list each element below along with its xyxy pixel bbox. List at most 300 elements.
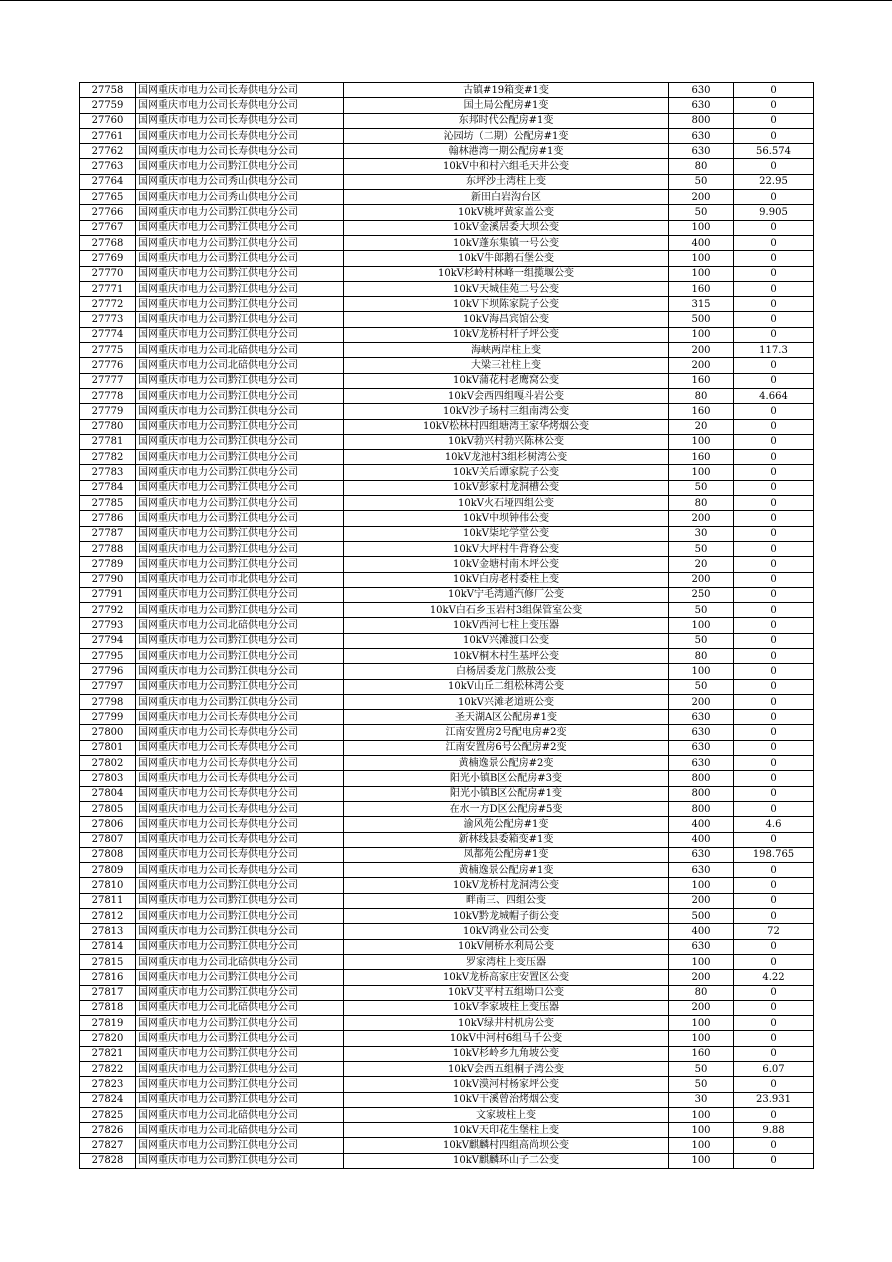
capacity-cell: 100	[669, 251, 734, 266]
value-cell: 0	[734, 1107, 814, 1122]
value-cell: 0	[734, 1138, 814, 1153]
company-cell: 国网重庆市电力公司黔江供电分公司	[136, 266, 344, 281]
transformer-name-cell: 10kV蓬东集镇一号公变	[344, 235, 669, 250]
capacity-cell: 500	[669, 312, 734, 327]
capacity-cell: 80	[669, 388, 734, 403]
value-cell: 0	[734, 710, 814, 725]
row-id-cell: 27811	[80, 893, 136, 908]
row-id-cell: 27813	[80, 924, 136, 939]
row-id-cell: 27803	[80, 771, 136, 786]
transformer-name-cell: 白杨居委龙门熬敖公变	[344, 664, 669, 679]
transformer-name-cell: 10kV闸桥水利局公变	[344, 939, 669, 954]
row-id-cell: 27791	[80, 587, 136, 602]
transformer-name-cell: 10kV杉岭乡九角坡公变	[344, 1046, 669, 1061]
value-cell: 4.664	[734, 388, 814, 403]
transformer-name-cell: 阳光小镇B区公配房#1变	[344, 786, 669, 801]
row-id-cell: 27822	[80, 1062, 136, 1077]
table-row	[80, 205, 814, 220]
row-id-cell: 27801	[80, 740, 136, 755]
company-cell: 国网重庆市电力公司黔江供电分公司	[136, 465, 344, 480]
value-cell: 0	[734, 618, 814, 633]
capacity-cell: 50	[669, 205, 734, 220]
capacity-cell: 80	[669, 648, 734, 663]
transformer-name-cell: 东邦时代公配房#1变	[344, 113, 669, 128]
capacity-cell: 100	[669, 878, 734, 893]
transformer-table	[79, 82, 814, 1169]
capacity-cell: 800	[669, 786, 734, 801]
row-id-cell: 27819	[80, 1016, 136, 1031]
capacity-cell: 630	[669, 939, 734, 954]
company-cell: 国网重庆市电力公司黔江供电分公司	[136, 1077, 344, 1092]
table-row	[80, 939, 814, 954]
company-cell: 国网重庆市电力公司黔江供电分公司	[136, 985, 344, 1000]
table-row	[80, 587, 814, 602]
table-row	[80, 373, 814, 388]
transformer-name-cell: 10kV鸿业公司公变	[344, 924, 669, 939]
value-cell: 0	[734, 526, 814, 541]
company-cell: 国网重庆市电力公司黔江供电分公司	[136, 1046, 344, 1061]
row-id-cell: 27770	[80, 266, 136, 281]
row-id-cell: 27777	[80, 373, 136, 388]
value-cell: 0	[734, 1031, 814, 1046]
table-row	[80, 343, 814, 358]
company-cell: 国网重庆市电力公司北碚供电分公司	[136, 343, 344, 358]
company-cell: 国网重庆市电力公司黔江供电分公司	[136, 970, 344, 985]
company-cell: 国网重庆市电力公司黔江供电分公司	[136, 1031, 344, 1046]
capacity-cell: 100	[669, 220, 734, 235]
value-cell: 0	[734, 648, 814, 663]
value-cell: 0	[734, 312, 814, 327]
row-id-cell: 27820	[80, 1031, 136, 1046]
table-row	[80, 878, 814, 893]
table-row	[80, 1153, 814, 1168]
table-row	[80, 98, 814, 113]
table-row	[80, 526, 814, 541]
company-cell: 国网重庆市电力公司黔江供电分公司	[136, 603, 344, 618]
transformer-name-cell: 10kV漠河村杨家坪公变	[344, 1077, 669, 1092]
company-cell: 国网重庆市电力公司长寿供电分公司	[136, 847, 344, 862]
row-id-cell: 27788	[80, 541, 136, 556]
value-cell: 4.6	[734, 817, 814, 832]
capacity-cell: 630	[669, 710, 734, 725]
transformer-name-cell: 翰林港湾一期公配房#1变	[344, 144, 669, 159]
value-cell: 0	[734, 954, 814, 969]
value-cell: 0	[734, 587, 814, 602]
company-cell: 国网重庆市电力公司黔江供电分公司	[136, 694, 344, 709]
capacity-cell: 160	[669, 1046, 734, 1061]
transformer-name-cell: 10kV会西五组桐子湾公变	[344, 1062, 669, 1077]
company-cell: 国网重庆市电力公司黔江供电分公司	[136, 159, 344, 174]
value-cell: 0	[734, 419, 814, 434]
transformer-name-cell: 东坪沙土湾柱上变	[344, 174, 669, 189]
table-body	[80, 83, 814, 1169]
value-cell: 0	[734, 633, 814, 648]
capacity-cell: 100	[669, 1107, 734, 1122]
row-id-cell: 27765	[80, 190, 136, 205]
capacity-cell: 630	[669, 756, 734, 771]
transformer-name-cell: 10kV金塘村南木坪公变	[344, 557, 669, 572]
table-row	[80, 633, 814, 648]
transformer-name-cell: 10kV绿井村机房公变	[344, 1016, 669, 1031]
company-cell: 国网重庆市电力公司黔江供电分公司	[136, 679, 344, 694]
transformer-name-cell: 10kV天印花生堡柱上变	[344, 1123, 669, 1138]
capacity-cell: 200	[669, 1000, 734, 1015]
company-cell: 国网重庆市电力公司北碚供电分公司	[136, 954, 344, 969]
row-id-cell: 27781	[80, 434, 136, 449]
company-cell: 国网重庆市电力公司黔江供电分公司	[136, 312, 344, 327]
table-row	[80, 1138, 814, 1153]
capacity-cell: 630	[669, 144, 734, 159]
value-cell: 0	[734, 358, 814, 373]
capacity-cell: 80	[669, 985, 734, 1000]
table-row	[80, 465, 814, 480]
row-id-cell: 27807	[80, 832, 136, 847]
company-cell: 国网重庆市电力公司长寿供电分公司	[136, 740, 344, 755]
row-id-cell: 27759	[80, 98, 136, 113]
table-row	[80, 1123, 814, 1138]
row-id-cell: 27799	[80, 710, 136, 725]
company-cell: 国网重庆市电力公司黔江供电分公司	[136, 480, 344, 495]
transformer-name-cell: 黄楠逸景公配房#1变	[344, 863, 669, 878]
transformer-name-cell: 渝风苑公配房#1变	[344, 817, 669, 832]
table-row	[80, 434, 814, 449]
capacity-cell: 50	[669, 1062, 734, 1077]
row-id-cell: 27798	[80, 694, 136, 709]
capacity-cell: 100	[669, 327, 734, 342]
row-id-cell: 27812	[80, 909, 136, 924]
value-cell: 0	[734, 603, 814, 618]
transformer-name-cell: 10kV松林村四组塘湾王家华烤烟公变	[344, 419, 669, 434]
capacity-cell: 400	[669, 817, 734, 832]
value-cell: 0	[734, 1046, 814, 1061]
transformer-name-cell: 10kV兴滩老道班公变	[344, 694, 669, 709]
company-cell: 国网重庆市电力公司长寿供电分公司	[136, 756, 344, 771]
table-row	[80, 190, 814, 205]
row-id-cell: 27825	[80, 1107, 136, 1122]
table-row	[80, 128, 814, 143]
row-id-cell: 27800	[80, 725, 136, 740]
capacity-cell: 50	[669, 1077, 734, 1092]
transformer-name-cell: 圣天湖A区公配房#1变	[344, 710, 669, 725]
row-id-cell: 27797	[80, 679, 136, 694]
row-id-cell: 27809	[80, 863, 136, 878]
table-row	[80, 1046, 814, 1061]
capacity-cell: 160	[669, 281, 734, 296]
transformer-name-cell: 10kV蒲花村老鹰窝公变	[344, 373, 669, 388]
capacity-cell: 200	[669, 343, 734, 358]
table-row	[80, 740, 814, 755]
transformer-name-cell: 沁园坊（二期）公配房#1变	[344, 128, 669, 143]
row-id-cell: 27771	[80, 281, 136, 296]
table-row	[80, 174, 814, 189]
value-cell: 0	[734, 281, 814, 296]
company-cell: 国网重庆市电力公司黔江供电分公司	[136, 220, 344, 235]
value-cell: 0	[734, 863, 814, 878]
transformer-name-cell: 10kV龙桥村杆子坪公变	[344, 327, 669, 342]
row-id-cell: 27794	[80, 633, 136, 648]
table-row	[80, 404, 814, 419]
row-id-cell: 27792	[80, 603, 136, 618]
value-cell: 0	[734, 1000, 814, 1015]
capacity-cell: 630	[669, 725, 734, 740]
value-cell: 0	[734, 220, 814, 235]
row-id-cell: 27824	[80, 1092, 136, 1107]
capacity-cell: 315	[669, 297, 734, 312]
table-row	[80, 1000, 814, 1015]
company-cell: 国网重庆市电力公司黔江供电分公司	[136, 1092, 344, 1107]
company-cell: 国网重庆市电力公司长寿供电分公司	[136, 113, 344, 128]
capacity-cell: 80	[669, 159, 734, 174]
transformer-name-cell: 10kV麒麟环山子二公变	[344, 1153, 669, 1168]
company-cell: 国网重庆市电力公司黔江供电分公司	[136, 526, 344, 541]
capacity-cell: 630	[669, 740, 734, 755]
capacity-cell: 100	[669, 266, 734, 281]
capacity-cell: 20	[669, 419, 734, 434]
capacity-cell: 100	[669, 664, 734, 679]
company-cell: 国网重庆市电力公司黔江供电分公司	[136, 909, 344, 924]
value-cell: 22.95	[734, 174, 814, 189]
capacity-cell: 630	[669, 863, 734, 878]
company-cell: 国网重庆市电力公司黔江供电分公司	[136, 327, 344, 342]
company-cell: 国网重庆市电力公司北碚供电分公司	[136, 358, 344, 373]
capacity-cell: 100	[669, 434, 734, 449]
value-cell: 0	[734, 756, 814, 771]
table-row	[80, 847, 814, 862]
table-row	[80, 832, 814, 847]
table-row	[80, 297, 814, 312]
value-cell: 0	[734, 235, 814, 250]
company-cell: 国网重庆市电力公司黔江供电分公司	[136, 648, 344, 663]
table-row	[80, 511, 814, 526]
capacity-cell: 630	[669, 83, 734, 98]
company-cell: 国网重庆市电力公司黔江供电分公司	[136, 419, 344, 434]
value-cell: 0	[734, 113, 814, 128]
company-cell: 国网重庆市电力公司黔江供电分公司	[136, 587, 344, 602]
capacity-cell: 50	[669, 480, 734, 495]
row-id-cell: 27766	[80, 205, 136, 220]
capacity-cell: 200	[669, 694, 734, 709]
capacity-cell: 800	[669, 801, 734, 816]
value-cell: 0	[734, 480, 814, 495]
transformer-name-cell: 新田白岩沟台区	[344, 190, 669, 205]
transformer-name-cell: 罗家湾柱上变压器	[344, 954, 669, 969]
capacity-cell: 50	[669, 541, 734, 556]
capacity-cell: 200	[669, 572, 734, 587]
capacity-cell: 30	[669, 1092, 734, 1107]
capacity-cell: 160	[669, 404, 734, 419]
company-cell: 国网重庆市电力公司黔江供电分公司	[136, 404, 344, 419]
table-row	[80, 786, 814, 801]
row-id-cell: 27810	[80, 878, 136, 893]
row-id-cell: 27821	[80, 1046, 136, 1061]
row-id-cell: 27767	[80, 220, 136, 235]
value-cell: 56.574	[734, 144, 814, 159]
table-row	[80, 572, 814, 587]
value-cell: 0	[734, 541, 814, 556]
company-cell: 国网重庆市电力公司长寿供电分公司	[136, 128, 344, 143]
table-row	[80, 388, 814, 403]
row-id-cell: 27823	[80, 1077, 136, 1092]
table-row	[80, 312, 814, 327]
capacity-cell: 200	[669, 358, 734, 373]
table-row	[80, 419, 814, 434]
transformer-name-cell: 10kV天城佳苑二号公变	[344, 281, 669, 296]
row-id-cell: 27802	[80, 756, 136, 771]
capacity-cell: 200	[669, 511, 734, 526]
transformer-name-cell: 10kV牛郎鹅石堡公变	[344, 251, 669, 266]
value-cell: 0	[734, 496, 814, 511]
table-row	[80, 756, 814, 771]
row-id-cell: 27793	[80, 618, 136, 633]
company-cell: 国网重庆市电力公司黔江供电分公司	[136, 939, 344, 954]
table-row	[80, 893, 814, 908]
transformer-name-cell: 阳光小镇B区公配房#3变	[344, 771, 669, 786]
company-cell: 国网重庆市电力公司北碚供电分公司	[136, 618, 344, 633]
table-row	[80, 450, 814, 465]
capacity-cell: 100	[669, 618, 734, 633]
company-cell: 国网重庆市电力公司黔江供电分公司	[136, 541, 344, 556]
transformer-name-cell: 10kV金溪居委大坝公变	[344, 220, 669, 235]
capacity-cell: 630	[669, 98, 734, 113]
transformer-name-cell: 10kV白房老村委柱上变	[344, 572, 669, 587]
row-id-cell: 27761	[80, 128, 136, 143]
table-row	[80, 710, 814, 725]
row-id-cell: 27768	[80, 235, 136, 250]
table-row	[80, 985, 814, 1000]
company-cell: 国网重庆市电力公司长寿供电分公司	[136, 832, 344, 847]
company-cell: 国网重庆市电力公司市北供电分公司	[136, 572, 344, 587]
value-cell: 0	[734, 572, 814, 587]
company-cell: 国网重庆市电力公司黔江供电分公司	[136, 450, 344, 465]
transformer-name-cell: 在水一方D区公配房#5变	[344, 801, 669, 816]
transformer-name-cell: 10kV桐木村生基坪公变	[344, 648, 669, 663]
row-id-cell: 27817	[80, 985, 136, 1000]
table-row	[80, 358, 814, 373]
value-cell: 0	[734, 373, 814, 388]
capacity-cell: 50	[669, 174, 734, 189]
value-cell: 0	[734, 297, 814, 312]
row-id-cell: 27774	[80, 327, 136, 342]
transformer-name-cell: 文家坡柱上变	[344, 1107, 669, 1122]
value-cell: 0	[734, 985, 814, 1000]
transformer-name-cell: 10kV李家坡柱上变压器	[344, 1000, 669, 1015]
transformer-name-cell: 10kV中坝钟伟公变	[344, 511, 669, 526]
value-cell: 0	[734, 694, 814, 709]
company-cell: 国网重庆市电力公司黔江供电分公司	[136, 893, 344, 908]
company-cell: 国网重庆市电力公司长寿供电分公司	[136, 144, 344, 159]
company-cell: 国网重庆市电力公司黔江供电分公司	[136, 251, 344, 266]
transformer-name-cell: 10kV柒坨学堂公变	[344, 526, 669, 541]
table-row	[80, 235, 814, 250]
transformer-name-cell: 10kV杉岭村林峰一组揽堰公变	[344, 266, 669, 281]
row-id-cell: 27826	[80, 1123, 136, 1138]
company-cell: 国网重庆市电力公司黔江供电分公司	[136, 1153, 344, 1168]
table-row	[80, 725, 814, 740]
company-cell: 国网重庆市电力公司长寿供电分公司	[136, 771, 344, 786]
row-id-cell: 27796	[80, 664, 136, 679]
capacity-cell: 30	[669, 526, 734, 541]
row-id-cell: 27814	[80, 939, 136, 954]
transformer-name-cell: 10kV大坪村牛背脊公变	[344, 541, 669, 556]
table-row	[80, 924, 814, 939]
table-row	[80, 327, 814, 342]
company-cell: 国网重庆市电力公司黔江供电分公司	[136, 373, 344, 388]
company-cell: 国网重庆市电力公司黔江供电分公司	[136, 388, 344, 403]
row-id-cell: 27827	[80, 1138, 136, 1153]
row-id-cell: 27818	[80, 1000, 136, 1015]
transformer-name-cell: 畔南三、四组公变	[344, 893, 669, 908]
transformer-name-cell: 古镇#19箱变#1变	[344, 83, 669, 98]
table-row	[80, 266, 814, 281]
company-cell: 国网重庆市电力公司黔江供电分公司	[136, 924, 344, 939]
company-cell: 国网重庆市电力公司长寿供电分公司	[136, 83, 344, 98]
company-cell: 国网重庆市电力公司长寿供电分公司	[136, 98, 344, 113]
row-id-cell: 27764	[80, 174, 136, 189]
value-cell: 0	[734, 939, 814, 954]
company-cell: 国网重庆市电力公司北碚供电分公司	[136, 1107, 344, 1122]
row-id-cell: 27804	[80, 786, 136, 801]
table-row	[80, 817, 814, 832]
capacity-cell: 200	[669, 190, 734, 205]
row-id-cell: 27773	[80, 312, 136, 327]
transformer-name-cell: 10kV黔龙城帽子街公变	[344, 909, 669, 924]
company-cell: 国网重庆市电力公司长寿供电分公司	[136, 786, 344, 801]
value-cell: 4.22	[734, 970, 814, 985]
row-id-cell: 27758	[80, 83, 136, 98]
capacity-cell: 200	[669, 970, 734, 985]
capacity-cell: 400	[669, 924, 734, 939]
row-id-cell: 27815	[80, 954, 136, 969]
company-cell: 国网重庆市电力公司秀山供电分公司	[136, 174, 344, 189]
table-row	[80, 144, 814, 159]
transformer-name-cell: 黄楠逸景公配房#2变	[344, 756, 669, 771]
table-row	[80, 970, 814, 985]
table-row	[80, 1077, 814, 1092]
row-id-cell: 27789	[80, 557, 136, 572]
row-id-cell: 27776	[80, 358, 136, 373]
table-row	[80, 1092, 814, 1107]
table-row	[80, 679, 814, 694]
row-id-cell: 27808	[80, 847, 136, 862]
table-row	[80, 220, 814, 235]
value-cell: 0	[734, 1153, 814, 1168]
page-top-rule	[0, 0, 892, 1]
capacity-cell: 100	[669, 1016, 734, 1031]
table-row	[80, 648, 814, 663]
capacity-cell: 800	[669, 113, 734, 128]
value-cell: 0	[734, 434, 814, 449]
value-cell: 0	[734, 511, 814, 526]
row-id-cell: 27779	[80, 404, 136, 419]
transformer-name-cell: 10kV西河七柱上变压器	[344, 618, 669, 633]
capacity-cell: 200	[669, 893, 734, 908]
company-cell: 国网重庆市电力公司黔江供电分公司	[136, 205, 344, 220]
transformer-name-cell: 10kV海昌宾馆公变	[344, 312, 669, 327]
row-id-cell: 27772	[80, 297, 136, 312]
capacity-cell: 20	[669, 557, 734, 572]
transformer-name-cell: 10kV火石垭四组公变	[344, 496, 669, 511]
capacity-cell: 160	[669, 450, 734, 465]
row-id-cell: 27828	[80, 1153, 136, 1168]
transformer-name-cell: 10kV白石乡玉岩村3组保管室公变	[344, 603, 669, 618]
value-cell: 0	[734, 909, 814, 924]
value-cell: 0	[734, 251, 814, 266]
value-cell: 72	[734, 924, 814, 939]
company-cell: 国网重庆市电力公司黔江供电分公司	[136, 1016, 344, 1031]
table-row	[80, 251, 814, 266]
transformer-name-cell: 江南安置房2号配电房#2变	[344, 725, 669, 740]
transformer-name-cell: 10kV山丘二组松林湾公变	[344, 679, 669, 694]
